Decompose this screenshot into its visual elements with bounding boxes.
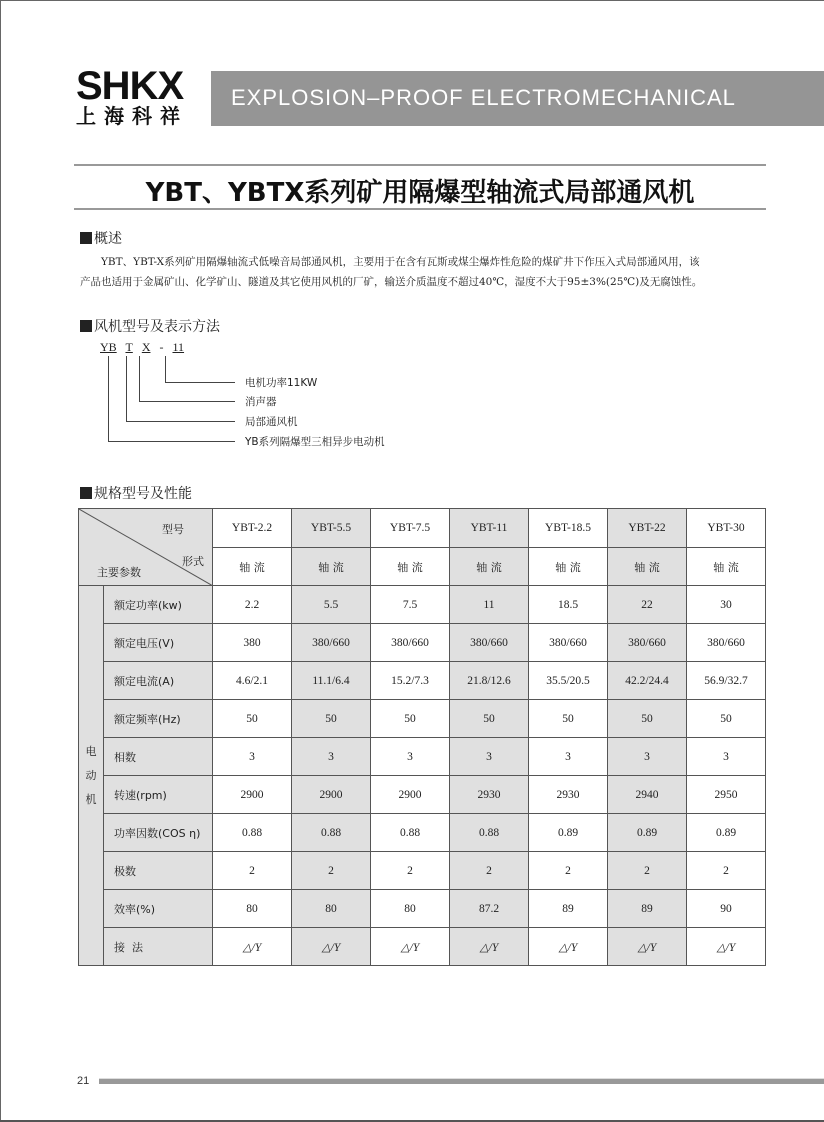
value-cell: 3 — [529, 738, 608, 776]
footer-rule — [99, 1078, 824, 1084]
value-cell: 80 — [292, 890, 371, 928]
value-cell: 56.9/32.7 — [687, 662, 766, 700]
spec-table — [78, 508, 766, 966]
title-rule-top — [74, 164, 766, 166]
square-bullet-icon — [80, 232, 92, 244]
value-cell: 7.5 — [371, 586, 450, 624]
table-row — [79, 662, 766, 700]
logo-chinese: 上海科祥 — [76, 104, 188, 128]
code-part-dash: - — [159, 340, 164, 354]
table-row — [79, 928, 766, 966]
value-cell: 21.8/12.6 — [450, 662, 529, 700]
value-cell: 2 — [213, 852, 292, 890]
legend-silencer: 消声器 — [245, 396, 277, 408]
value-cell: 11.1/6.4 — [292, 662, 371, 700]
value-cell: 0.89 — [529, 814, 608, 852]
square-bullet-icon — [80, 487, 92, 499]
square-bullet-icon — [80, 320, 92, 332]
corner-cell — [79, 509, 213, 586]
page-border-top — [0, 0, 824, 1]
legend-fan: 局部通风机 — [245, 416, 298, 428]
value-cell: 380 — [213, 624, 292, 662]
param-label: 功率因数(COS η) — [104, 814, 213, 852]
param-label: 额定功率(kw) — [104, 586, 213, 624]
value-cell: 22 — [608, 586, 687, 624]
value-cell: 2 — [371, 852, 450, 890]
motor-group-label: 电 动 机 — [79, 586, 104, 966]
value-cell: 380/660 — [529, 624, 608, 662]
table-header-row-models — [79, 509, 766, 548]
code-part-x: X — [141, 340, 151, 354]
value-cell: △/Y — [687, 928, 766, 966]
value-cell: 80 — [371, 890, 450, 928]
value-cell: 3 — [687, 738, 766, 776]
value-cell: 50 — [292, 700, 371, 738]
page-number: 21 — [77, 1075, 90, 1087]
code-part-t: T — [125, 340, 133, 354]
value-cell: 2930 — [529, 776, 608, 814]
company-logo — [76, 64, 200, 130]
param-label: 接 法 — [104, 928, 213, 966]
table-row — [79, 700, 766, 738]
table-row — [79, 624, 766, 662]
form-cell: 轴 流 — [450, 548, 529, 586]
value-cell: 50 — [529, 700, 608, 738]
param-label: 额定电流(A) — [104, 662, 213, 700]
model-code — [100, 340, 190, 355]
page-title: YBT、YBTX系列矿用隔爆型轴流式局部通风机 — [145, 178, 695, 208]
value-cell: 2.2 — [213, 586, 292, 624]
value-cell: 50 — [450, 700, 529, 738]
page-border-left — [0, 0, 1, 1122]
value-cell: 11 — [450, 586, 529, 624]
value-cell: 35.5/20.5 — [529, 662, 608, 700]
title-rule-bottom — [74, 208, 766, 210]
form-cell: 轴 流 — [529, 548, 608, 586]
table-row — [79, 776, 766, 814]
value-cell: 0.88 — [371, 814, 450, 852]
value-cell: 0.88 — [292, 814, 371, 852]
value-cell: 4.6/2.1 — [213, 662, 292, 700]
value-cell: 50 — [213, 700, 292, 738]
model-header: YBT-5.5 — [292, 509, 371, 548]
overview-line-1: YBT、YBT-X系列矿用隔爆轴流式低噪音局部通风机，主要用于在含有瓦斯或煤尘爆炸性危险的煤矿井下作压入式局部通风用，该 — [101, 256, 700, 268]
form-cell: 轴 流 — [292, 548, 371, 586]
model-header: YBT-30 — [687, 509, 766, 548]
value-cell: 380/660 — [608, 624, 687, 662]
model-header: YBT-2.2 — [213, 509, 292, 548]
table-row — [79, 586, 766, 624]
value-cell: 2 — [529, 852, 608, 890]
value-cell: 2900 — [292, 776, 371, 814]
value-cell: △/Y — [371, 928, 450, 966]
form-cell: 轴 流 — [687, 548, 766, 586]
value-cell: 30 — [687, 586, 766, 624]
value-cell: 89 — [529, 890, 608, 928]
value-cell: 5.5 — [292, 586, 371, 624]
connector-line — [139, 356, 140, 401]
legend-motor: YB系列隔爆型三相异步电动机 — [245, 436, 385, 448]
param-label: 转速(rpm) — [104, 776, 213, 814]
value-cell: 42.2/24.4 — [608, 662, 687, 700]
header-banner — [211, 71, 824, 126]
value-cell: 2930 — [450, 776, 529, 814]
value-cell: 89 — [608, 890, 687, 928]
banner-text: EXPLOSION–PROOF ELECTROMECHANICAL — [231, 85, 736, 110]
table-row — [79, 890, 766, 928]
connector-line — [108, 441, 235, 442]
value-cell: 2 — [687, 852, 766, 890]
value-cell: 80 — [213, 890, 292, 928]
value-cell: 0.89 — [608, 814, 687, 852]
param-label: 相数 — [104, 738, 213, 776]
overview-heading: 概述 — [80, 228, 122, 248]
value-cell: 3 — [371, 738, 450, 776]
code-part-yb: YB — [100, 340, 117, 354]
logo-english: SHKX — [76, 64, 184, 108]
corner-params-label: 主要参数 — [97, 566, 141, 579]
value-cell: 50 — [687, 700, 766, 738]
form-cell: 轴 流 — [213, 548, 292, 586]
value-cell: 380/660 — [687, 624, 766, 662]
value-cell: 2900 — [213, 776, 292, 814]
model-notation-heading: 风机型号及表示方法 — [80, 316, 220, 336]
overview-line-2: 产品也适用于金属矿山、化学矿山、隧道及其它使用风机的厂矿，输送介质温度不超过40℃，湿度不大于95±3%(25℃)及无腐蚀性。 — [80, 276, 703, 288]
connector-line — [139, 401, 235, 402]
form-cell: 轴 流 — [371, 548, 450, 586]
connector-line — [165, 356, 166, 382]
model-header: YBT-11 — [450, 509, 529, 548]
table-row — [79, 738, 766, 776]
value-cell: △/Y — [529, 928, 608, 966]
model-header: YBT-22 — [608, 509, 687, 548]
param-label: 极数 — [104, 852, 213, 890]
corner-form-label: 形式 — [182, 555, 204, 568]
corner-model-label: 型号 — [162, 523, 184, 536]
spec-heading: 规格型号及性能 — [80, 483, 192, 503]
value-cell: 2 — [450, 852, 529, 890]
connector-line — [126, 421, 235, 422]
value-cell: 50 — [608, 700, 687, 738]
value-cell: 2 — [292, 852, 371, 890]
legend-power: 电机功率11KW — [245, 377, 318, 389]
value-cell: 0.88 — [450, 814, 529, 852]
value-cell: 380/660 — [371, 624, 450, 662]
value-cell: 380/660 — [292, 624, 371, 662]
value-cell: 3 — [213, 738, 292, 776]
table-row — [79, 852, 766, 890]
value-cell: 3 — [608, 738, 687, 776]
value-cell: △/Y — [450, 928, 529, 966]
value-cell: 90 — [687, 890, 766, 928]
param-label: 效率(%) — [104, 890, 213, 928]
value-cell: 2900 — [371, 776, 450, 814]
value-cell: 18.5 — [529, 586, 608, 624]
overview-paragraph — [80, 252, 770, 292]
code-part-power: 11 — [172, 340, 185, 354]
value-cell: △/Y — [213, 928, 292, 966]
table-row — [79, 814, 766, 852]
value-cell: △/Y — [292, 928, 371, 966]
param-label: 额定电压(V) — [104, 624, 213, 662]
model-header: YBT-7.5 — [371, 509, 450, 548]
value-cell: 380/660 — [450, 624, 529, 662]
value-cell: 0.88 — [213, 814, 292, 852]
connector-line — [108, 356, 109, 441]
value-cell: 87.2 — [450, 890, 529, 928]
connector-line — [165, 382, 235, 383]
value-cell: △/Y — [608, 928, 687, 966]
value-cell: 15.2/7.3 — [371, 662, 450, 700]
value-cell: 2940 — [608, 776, 687, 814]
value-cell: 0.89 — [687, 814, 766, 852]
value-cell: 2950 — [687, 776, 766, 814]
form-cell: 轴 流 — [608, 548, 687, 586]
model-header: YBT-18.5 — [529, 509, 608, 548]
value-cell: 3 — [292, 738, 371, 776]
value-cell: 3 — [450, 738, 529, 776]
value-cell: 50 — [371, 700, 450, 738]
connector-line — [126, 356, 127, 421]
value-cell: 2 — [608, 852, 687, 890]
param-label: 额定频率(Hz) — [104, 700, 213, 738]
